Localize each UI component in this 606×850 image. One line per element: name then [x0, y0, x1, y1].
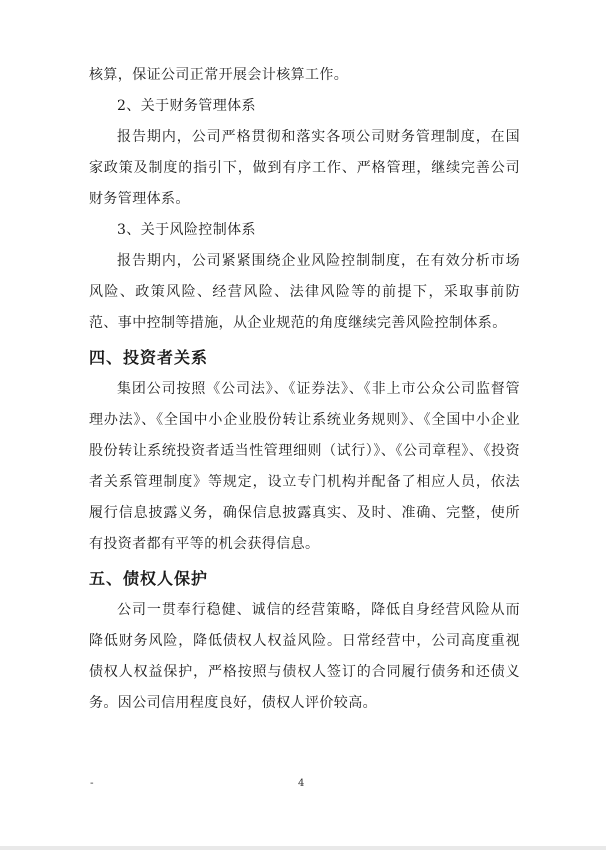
subheading-financial-management: 2、关于财务管理体系 — [117, 98, 256, 114]
paragraph-financial-management: 报告期内，公司严格贯彻和落实各项公司财务管理制度，在国家政策及制度的指引下，做到有序工作、严格管理，继续完善公司财务管理体系。 — [89, 129, 520, 207]
subheading-risk-control: 3、关于风险控制体系 — [117, 222, 256, 238]
page-bottom-edge — [0, 846, 606, 850]
page-number: 4 — [298, 778, 305, 789]
paragraph-creditor-protection: 公司一贯奉行稳健、诚信的经营策略，降低自身经营风险从而降低财务风险，降低债权人权益风险。日常经营中，公司高度重视债权人权益保护，严格按照与债权人签订的合同履行债务和还债义务。因公司信用程度良好，债权人评价较高。 — [89, 602, 520, 711]
paragraph-investor-relations: 集团公司按照《公司法》、《证券法》、《非上市公众公司监督管理办法》、《全国中小企业股份转让系统业务规则》、《全国中小企业股份转让系统投资者适当性管理细则（试行）》、《公司章程》、《投资者关系管理制度》等规定，设立专门机构并配备了相应人员，依法履行信息披露义务，确保信息披露真实、及时、准确、完整，使所有投资者都有平等的机会获得信息。 — [89, 381, 520, 552]
paragraph-intro-tail: 核算，保证公司正常开展会计核算工作。 — [89, 67, 349, 83]
footer-dash: - — [90, 778, 94, 789]
page-content — [89, 60, 520, 719]
section-heading-creditor-protection: 五、债权人保护 — [89, 569, 209, 588]
section-heading-investor-relations: 四、投资者关系 — [89, 348, 209, 367]
paragraph-risk-control: 报告期内，公司紧紧围绕企业风险控制制度，在有效分析市场风险、政策风险、经营风险、法律风险等的前提下，采取事前防范、事中控制等措施，从企业规范的角度继续完善风险控制体系。 — [89, 253, 520, 331]
